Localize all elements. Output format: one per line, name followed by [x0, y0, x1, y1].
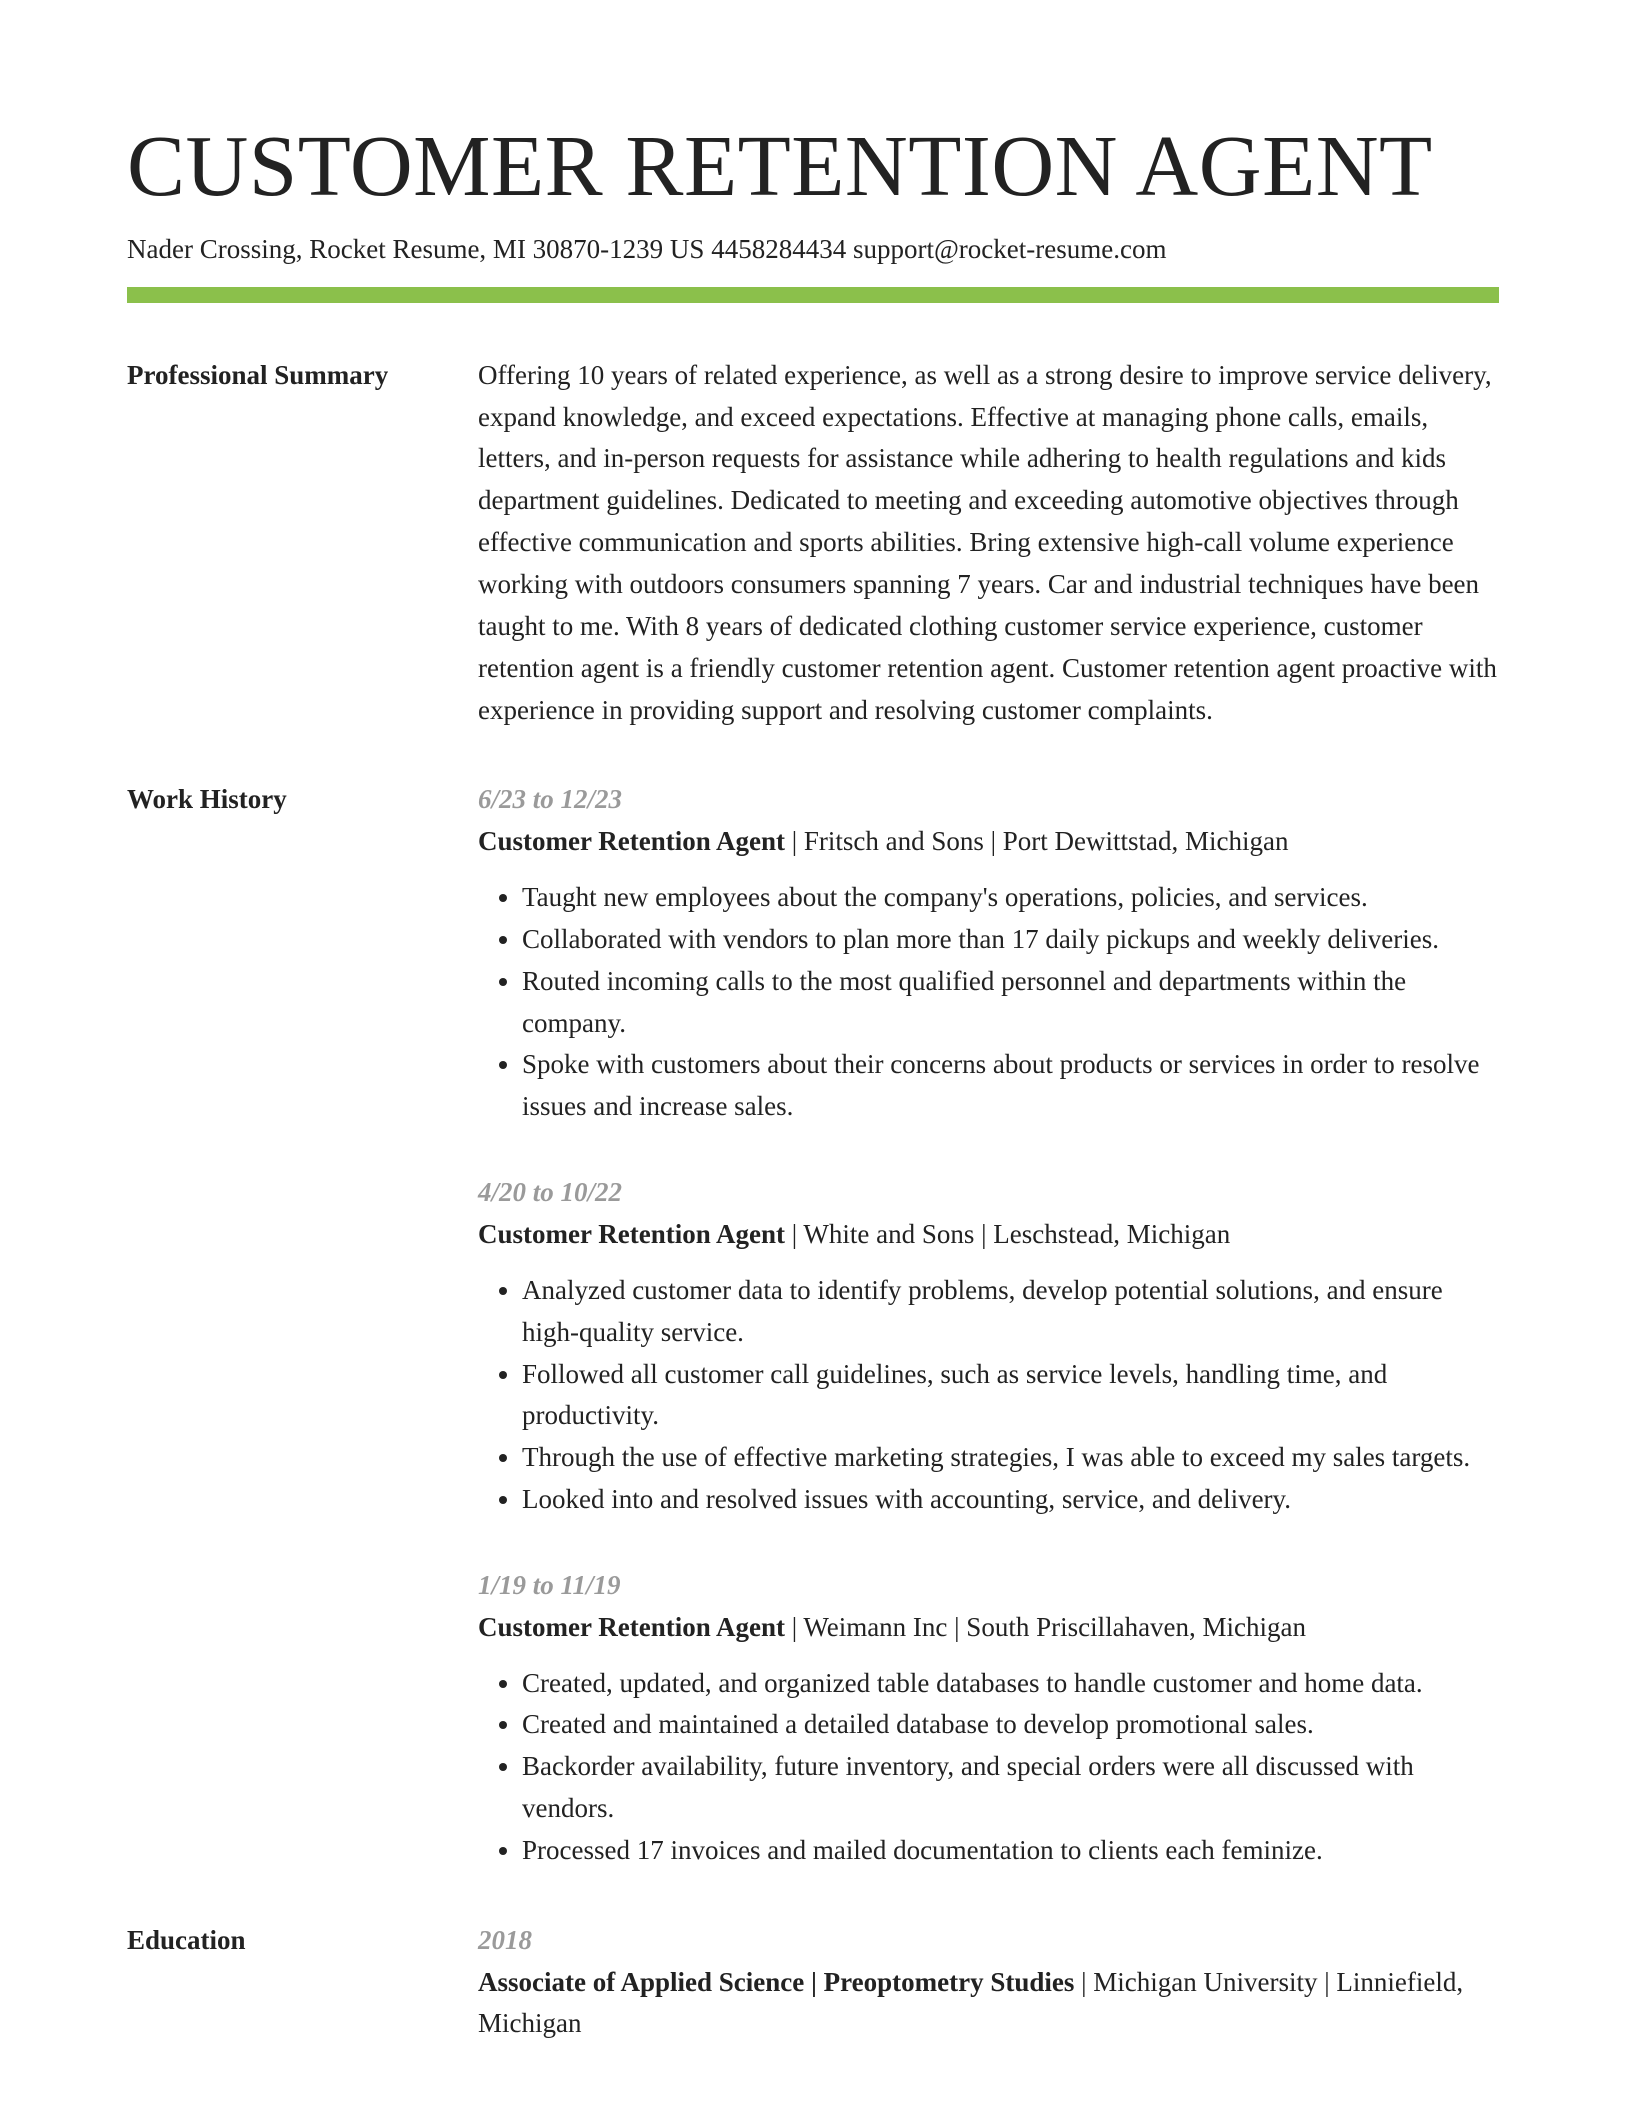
job-entry [478, 779, 1499, 1128]
job-title: Customer Retention Agent [478, 1218, 785, 1249]
degree-title: Associate of Applied Science | Preoptometry Studies [478, 1966, 1075, 1997]
list-item: • Routed incoming calls to the most qualified personnel and departments within the company. [522, 961, 1499, 1045]
list-item: • Through the use of effective marketing strategies, I was able to exceed my sales targets. [522, 1437, 1499, 1479]
job-employer: | White and Sons | Leschstead, Michigan [784, 1218, 1231, 1249]
school-details: | Michigan University | Linniefield, Michigan [478, 1966, 1464, 2039]
job-dates: 4/20 to 10/22 [478, 1177, 623, 1208]
job-dates: 6/23 to 12/23 [478, 784, 623, 815]
list-item: • Analyzed customer data to identify problems, develop potential solutions, and ensure high-quality service. [522, 1270, 1499, 1354]
list-item: • Created, updated, and organized table databases to handle customer and home data. [522, 1663, 1499, 1705]
section-heading: Professional Summary [127, 359, 389, 390]
job-title: Customer Retention Agent [478, 826, 785, 857]
resume-title: CUSTOMER RETENTION AGENT [127, 117, 1433, 214]
list-item: • Backorder availability, future inventory, and special orders were all discussed with vendors. [522, 1746, 1499, 1830]
list-item: • Collaborated with vendors to plan more than 17 daily pickups and weekly deliveries. [522, 919, 1499, 961]
job-role-line [478, 1607, 1499, 1649]
list-item: • Processed 17 invoices and mailed documentation to clients each feminize. [522, 1830, 1499, 1872]
job-bullets [478, 1270, 1499, 1521]
contact-line: Nader Crossing, Rocket Resume, MI 30870-1239 US 4458284434 support@rocket-resume.com [127, 233, 1167, 264]
job-dates: 1/19 to 11/19 [478, 1569, 621, 1600]
list-item: • Taught new employees about the company's operations, policies, and services. [522, 877, 1499, 919]
job-title: Customer Retention Agent [478, 1611, 785, 1642]
section-heading: Education [127, 1924, 246, 1955]
job-entry [478, 1565, 1499, 1872]
list-item: • Created and maintained a detailed database to develop promotional sales. [522, 1704, 1499, 1746]
job-role-line [478, 1214, 1499, 1256]
education-line [478, 1962, 1499, 2046]
job-entry [478, 1172, 1499, 1521]
education-section [127, 1920, 1505, 2046]
job-employer: | Weimann Inc | South Priscillahaven, Michigan [784, 1611, 1307, 1642]
education-year: 2018 [478, 1924, 532, 1955]
job-bullets [478, 1663, 1499, 1872]
section-heading: Work History [127, 784, 287, 815]
job-role-line [478, 821, 1499, 863]
list-item: • Followed all customer call guidelines, such as service levels, handling time, and productivity. [522, 1354, 1499, 1438]
list-item: • Looked into and resolved issues with accounting, service, and delivery. [522, 1479, 1499, 1521]
summary-section [127, 355, 1505, 732]
work-history-section [127, 779, 1505, 1871]
list-item: • Spoke with customers about their concerns about products or services in order to resolve issues and increase sales. [522, 1044, 1499, 1128]
accent-divider [127, 287, 1499, 303]
summary-text: Offering 10 years of related experience, as well as a strong desire to improve service delivery, expand knowledge, and exceed expectations. Effective at managing phone calls, emails, letters, and in-person requests for assistance while adhering to health regulations and kids department guidelines. Dedicated to meeting and exceeding automotive objectives through effective communication and sports abilities. Bring extensive high-call volume experience working with outdoors consumers spanning 7 years. Car and industrial techniques have been taught to me. With 8 years of dedicated clothing customer service experience, customer retention agent is a friendly customer retention agent. Customer retention agent proactive with experience in providing support and resolving customer complaints. [478, 359, 1497, 725]
job-bullets [478, 877, 1499, 1128]
job-employer: | Fritsch and Sons | Port Dewittstad, Michigan [784, 826, 1289, 857]
